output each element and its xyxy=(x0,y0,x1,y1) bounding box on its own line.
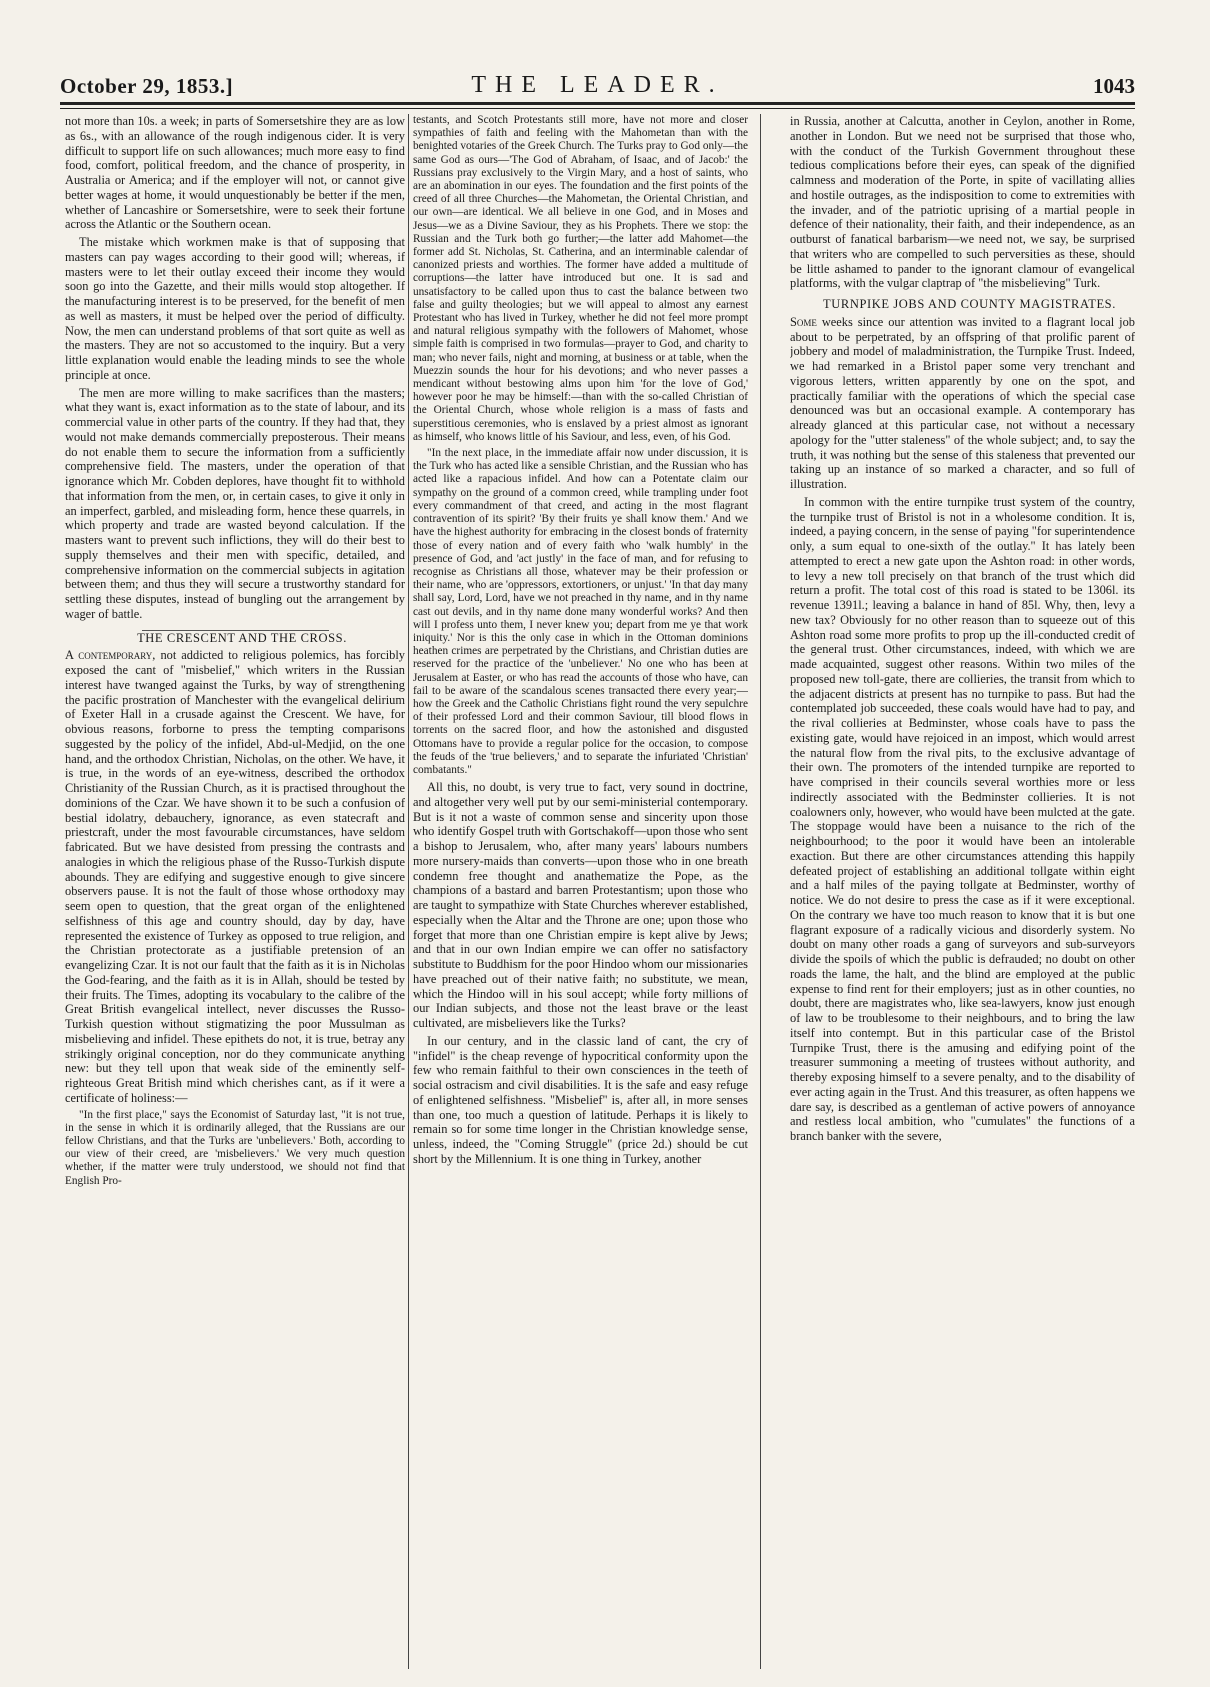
paragraph xyxy=(65,648,405,1105)
paragraph: The men are more willing to make sacrifices than the masters; what they want is, exact information as to the state of labour, and its commercial value in other parts of the country. If they had that, they would not make demands commercially preposterous. Their means do not enable them to secure the information from a sufficiently comprehensive field. The masters, under the operation of that ignorance which Mr. Cobden deplores, have thought fit to withhold that information from the men, or, in certain cases, to give it only in an imperfect, garbled, and misleading form, hence these quarrels, in which property and trade are wasted beyond calculation. If the masters want to prevent such inflictions, they will do their best to supply themselves and their men with specific, detailed, and comprehensive information on the commercial subjects in agitation between them; and thus they will secure a trustworthy standard for settling these disputes, instead of bungling out the arrangement by wager of battle. xyxy=(65,385,405,621)
section-heading-turnpike: TURNPIKE JOBS AND COUNTY MAGISTRATES. xyxy=(823,297,1116,311)
quoted-paragraph: "In the first place," says the Economist of Saturday last, "it is not true, in the sense in which it is ordinarily alleged, that the Russians are our fellow Christians, and that the Turks are 'unbelievers.' Both, according to our view of their creed, are 'misbelievers.' We very much question whether, if the matter were truly understood, we should not find that English Pro- xyxy=(65,1108,405,1187)
header-rule-thin xyxy=(60,108,1135,109)
column-3 xyxy=(790,114,1135,1674)
paragraph: The mistake which workmen make is that of supposing that masters can pay wages according to their good will; whereas, if masters were to let their outlay exceed their income they would soon go into the Gazette, and their mills would stop altogether. If the manufacturing interest is to be preserved, for the benefit of men as well as masters, it must be helped over the period of difficulty. Now, the men can understand problems of that sort quite as well as the masters. They are not so accustomed to the inquiry. But a very little explanation would enable the leading minds to see the whole principle at once. xyxy=(65,235,405,382)
paragraph xyxy=(790,315,1135,492)
paragraph: All this, no doubt, is very true to fact, very sound in doctrine, and altogether very well put by our semi-ministerial contemporary. But is it not a waste of common sense and sincerity upon those who identify Gospel truth with Gortschakoff—upon those who sent a bishop to Jerusalem, who, after many years' labours numbers more nursery-maids than converts—upon those who in one breath condemn free thought and anathematize the Pope, as the champions of a bastard and barren Protestantism; upon those who are taught to sympathize with State Churches wherever established, especially when the Altar and the Throne are one; upon those who forget that more than one Christian empire is kept alive by Jews; and that in our own Indian empire we can offer no satisfactory substitute to Buddhism for the poor Hindoo whom our missionaries have preached out of their native faith; no substitute, we mean, which the Hindoo will in his soul accept; while forty millions of our Indian subjects, and those not the least brave or the least cultivated, are misbelievers like the Turks? xyxy=(413,780,748,1031)
column-divider-2 xyxy=(760,114,761,1669)
publication-title: THE LEADER. xyxy=(471,72,724,98)
quoted-paragraph: testants, and Scotch Protestants still more, have not more and closer sympathies of faith and feeling with the Mahometan than with the benighted votaries of the Greek Church. The Turks pray to God only—the same God as ours—'The God of Abraham, of Isaac, and of Jacob:' the Russians pray exclusively to the Virgin Mary, and a host of saints, who are an abomination in our eyes. The foundation and the first points of the creed of all three Churches—the Mahometan, the Oriental Christian, and our own—are identical. We all believe in one God, and in Moses and Jesus—we as a Divine Saviour, they as his Prophets. There we stop: the Russian and the Turk both go further;—the latter add Mahomet—the former add St. Nicholas, St. Catherina, and an interminable calendar of canonized priests and worthies. The former have added a multitude of corruptions—the latter have introduced but one. It is sad and unsatisfactory to be called upon thus to cast the balance between two false and guilty theologies; but we will appeal to almost any earnest Protestant who has lived in Turkey, whether he did not feel more prompt and natural religious sympathy with the followers of Mahomet, whose simple faith is comprised in two formulas—prayer to God, and charity to man; who never fails, night and morning, at business or at table, when the Muezzin sounds the hour for his devotions; and who never passes a mendicant without bestowing alms upon him 'for the love of God,' however poor he may be himself:—than with the so-called Christian of the Oriental Church, whose whole religion is a mass of fasts and superstitious ceremonies, who is enslaved by a priest almost as ignorant as himself, who knows little of his Saviour, and less, even, of his God. xyxy=(413,114,748,443)
page-number: 1043 xyxy=(1093,74,1135,98)
lead-in: A contemporary, xyxy=(65,648,156,663)
paragraph: In common with the entire turnpike trust system of the country, the turnpike trust of Bristol is not in a wholesome condition. It is, indeed, a paying concern, in the sense of paying "for superintendence only, a sum equal to one-sixth of the outlay." It has lately been attempted to erect a new gate upon the Ashton road: in other words, to levy a new toll precisely on that branch of the trust which did return a profit. The total cost of this road is stated to be 1306l. its revenue 1391l.; leaving a balance in hand of 85l. Why, then, levy a new tax? Obviously for no other reason than to squeeze out of this Ashton road some more profits to prop up the ill-conducted credit of the general trust. Other circumstances, indeed, with which we are made acquainted, suggest other reasons. Within two miles of the proposed new toll-gate, there are collieries, the transit from which to the adjacent districts at present has no turnpike to pass. But had the contemplated job succeeded, these coals would have had to pay, and the rival collieries at Bedminster, whose coals have to pass the existing gate, would have rejoiced in an impost, which would arrest the natural flow from the rival pits, to the exclusive advantage of their own. The promoters of the intended turnpike are reported to have comprised in their councils several worthies more or less indirectly associated with the Bedminster collieries. It is not coalowners only, however, who would have been mulcted at the gate. The stoppage would have been a nuisance to the rich of the neighbourhood; to the poor it would have been an intolerable exaction. But there are other circumstances attending this happily defeated project of establishing an additional tollgate within eight and a half miles of the paying tollgate at Bedminster, worthy of notice. We do not desire to press the case as if it were exceptional. On the contrary we have too much reason to know that it is but one flagrant exposure of a radically vicious and disorderly system. No doubt on many other roads a gang of surveyors and sub-surveyors divide the spoils of which the public is defrauded; no doubt on other roads the lame, the halt, and the blind are employed at the public expense to find rent for their employers; just as in other counties, no doubt, there are magistrates who, like sea-lawyers, know just enough of law to be troublesome to their neighbours, and to bring the law itself into contempt. But in this particular case of the Bristol Turnpike Trust, there is the amusing and edifying point of the treasurer summoning a meeting of trustees without authority, and thereby exposing himself to a severe penalty, and to the disability of ever acting again in the Trust. And this treasurer, as often happens we dare say, is described as a gentleman of active powers of annoyance and restless local ambition, who "cumulates" the functions of a branch banker with the severe, xyxy=(790,494,1135,1144)
header-rule-thick xyxy=(60,102,1135,105)
paragraph: In our century, and in the classic land of cant, the cry of "infidel" is the cheap revenge of hypocritical conformity upon the few who remain faithful to their own consciences in the teeth of social ostracism and civil disabilities. It is the safe and easy refuge of enlightened selfishness. "Misbelief" is, after all, in more senses than one, too much a question of latitude. Perhaps it is likely to remain so for some time longer in the Christian knowledge sense, unless, indeed, the "Coming Struggle" (price 2d.) should be cut short by the Millennium. It is one thing in Turkey, another xyxy=(413,1033,748,1166)
paragraph-body: not addicted to religious polemics, has forcibly exposed the cant of "misbelief," which writers in the Russian interest have twanged against the Turks, by way of strengthening the pacific prostration of Manchester with the evangelical delirium of Exeter Hall in a crusade against the Crescent. We have, for obvious reasons, forborne to press the tempting comparisons suggested by the policy of the infidel, Abd-ul-Medjid, on the one hand, and the orthodox Christian, Nicholas, on the other. We have, it is true, in the words of an eye-witness, described the orthodox Christianity of the Russian Church, as it is practised throughout the dominions of the Czar. We have shown it to be such a confusion of bestial idolatry, debauchery, ignorance, as even statecraft and priestcraft, under the most favourable circumstances, have seldom fabricated. But we have desisted from pressing the contrasts and analogies in which the religious phase of the Russo-Turkish dispute abounds. They are edifying and suggestive enough to give sincere observers pause. It is not the fault of those whose orthodoxy may seem open to question, that the great organ of the enlightened selfishness of this age and country should, day by day, have represented the existence of Turkey as opposed to true religion, and the Christian protectorate as a justifiable pretension of an evangelizing Czar. It is not our fault that the faith as it is in Nicholas the God-fearing, and the faith as it is in Allah, should be tested by their fruits. The Times, adopting its vocabulary to the calibre of the Great British evangelical intellect, never discusses the Russo-Turkish question without stigmatizing the poor Mussulman as misbelieving and infidel. These epithets do not, it is true, betray any strikingly original conception, nor do they communicate anything new: but they tell upon that weak side of the eminently self-righteous Great British mind which cherishes cant, as if it were a certificate of holiness:— xyxy=(65,648,405,1105)
column-2 xyxy=(413,114,748,1674)
paragraph: not more than 10s. a week; in parts of Somersetshire they are as low as 6s., with an allowance of the rough indigenous cider. It is very difficult to support life on such allowances; much more easy to find food, comfort, political freedom, and the chance of prosperity, in Australia or America; and if the employer will not, or cannot give better wages at home, it would unquestionably be better if the men, whether of Lancashire or Somersetshire, were to seek their fortune across the Atlantic or the Southern ocean. xyxy=(65,114,405,232)
issue-date: October 29, 1853.] xyxy=(60,74,234,98)
paragraph-body: weeks since our attention was invited to a flagrant local job about to be perpetrated, by an offspring of that prolific parent of jobbery and model of maladministration, the Turnpike Trust. Indeed, we had remarked in a Bristol paper some very trenchant and vigorous letters, written apparently by one on the spot, and practically familiar with the operations of which the special case denounced was but an occasional example. A contemporary has already glanced at this particular case, not without a necessary apology for the "utter staleness" of the whole subject; and, to say the truth, it was nothing but the sense of this staleness that prevented our taking up an instance of so marked a character, and so full of illustration. xyxy=(790,314,1135,492)
column-divider-1 xyxy=(408,114,409,1669)
column-1 xyxy=(65,114,405,1674)
quoted-paragraph: "In the next place, in the immediate affair now under discussion, it is the Turk who has acted like a sensible Christian, and the Russian who has acted like a rapacious infidel. And how can a Potentate claim our sympathy on the ground of a common creed, while trampling under foot every commandment of that creed, and acting in the most flagrant contravention of its spirit? 'By their fruits ye shall know them.' And we have the highest authority for embracing in the closest bonds of fraternity those of every nation and of every faith who 'walk humbly' in the presence of God, and 'act justly' in the face of man, and for refusing to recognise as Christians all those, whatever may be their profession or their name, who are 'oppressors, extortioners, or unjust.' 'In that day many shall say, Lord, Lord, have we not preached in thy name, and in thy name cast out devils, and in thy name done many wonderful works? And then will I profess unto them, I never knew you; depart from me ye that work iniquity.' Nor is this the only case in which in the Ottoman dominions heathen crimes are perpetrated by the Christians, and Christian duties are reserved for the practice of the 'unbeliever.' No one who has been at Jerusalem at Easter, or who has read the accounts of those who have, can fail to be aware of the scandalous scenes transacted there every year;—how the Greek and the Catholic Christians fight round the very sepulchre of their professed Lord and their common Saviour, till blood flows in torrents on the sacred floor, and how the astonished and disgusted Ottomans have to provide a regular police for the occasion, to compose the feuds of the 'true believers,' and to separate the infuriated 'Christian' combatants." xyxy=(413,447,748,776)
section-heading-crescent: THE CRESCENT AND THE CROSS. xyxy=(137,630,347,645)
paragraph: in Russia, another at Calcutta, another in Ceylon, another in Rome, another in London. But we need not be surprised that those who, with the conduct of the Turkish Government throughout these tedious complications before their eyes, can speak of the dignified calmness and moderation of the Porte, in spite of vacillating allies and hostile outrages, as the indisposition to come to extremities with the invader, and of the patriotic uprising of a martial people in defence of their nationality, their faith, and their independence, as an outburst of fanatical barbarism—we need not, we say, be surprised that writers who are compelled to such perversities as these, should be little ashamed to pander to the ignorant clamour of evangelical platforms, with the vulgar claptrap of "the misbelieving" Turk. xyxy=(790,114,1135,291)
lead-in: Some xyxy=(790,314,817,329)
